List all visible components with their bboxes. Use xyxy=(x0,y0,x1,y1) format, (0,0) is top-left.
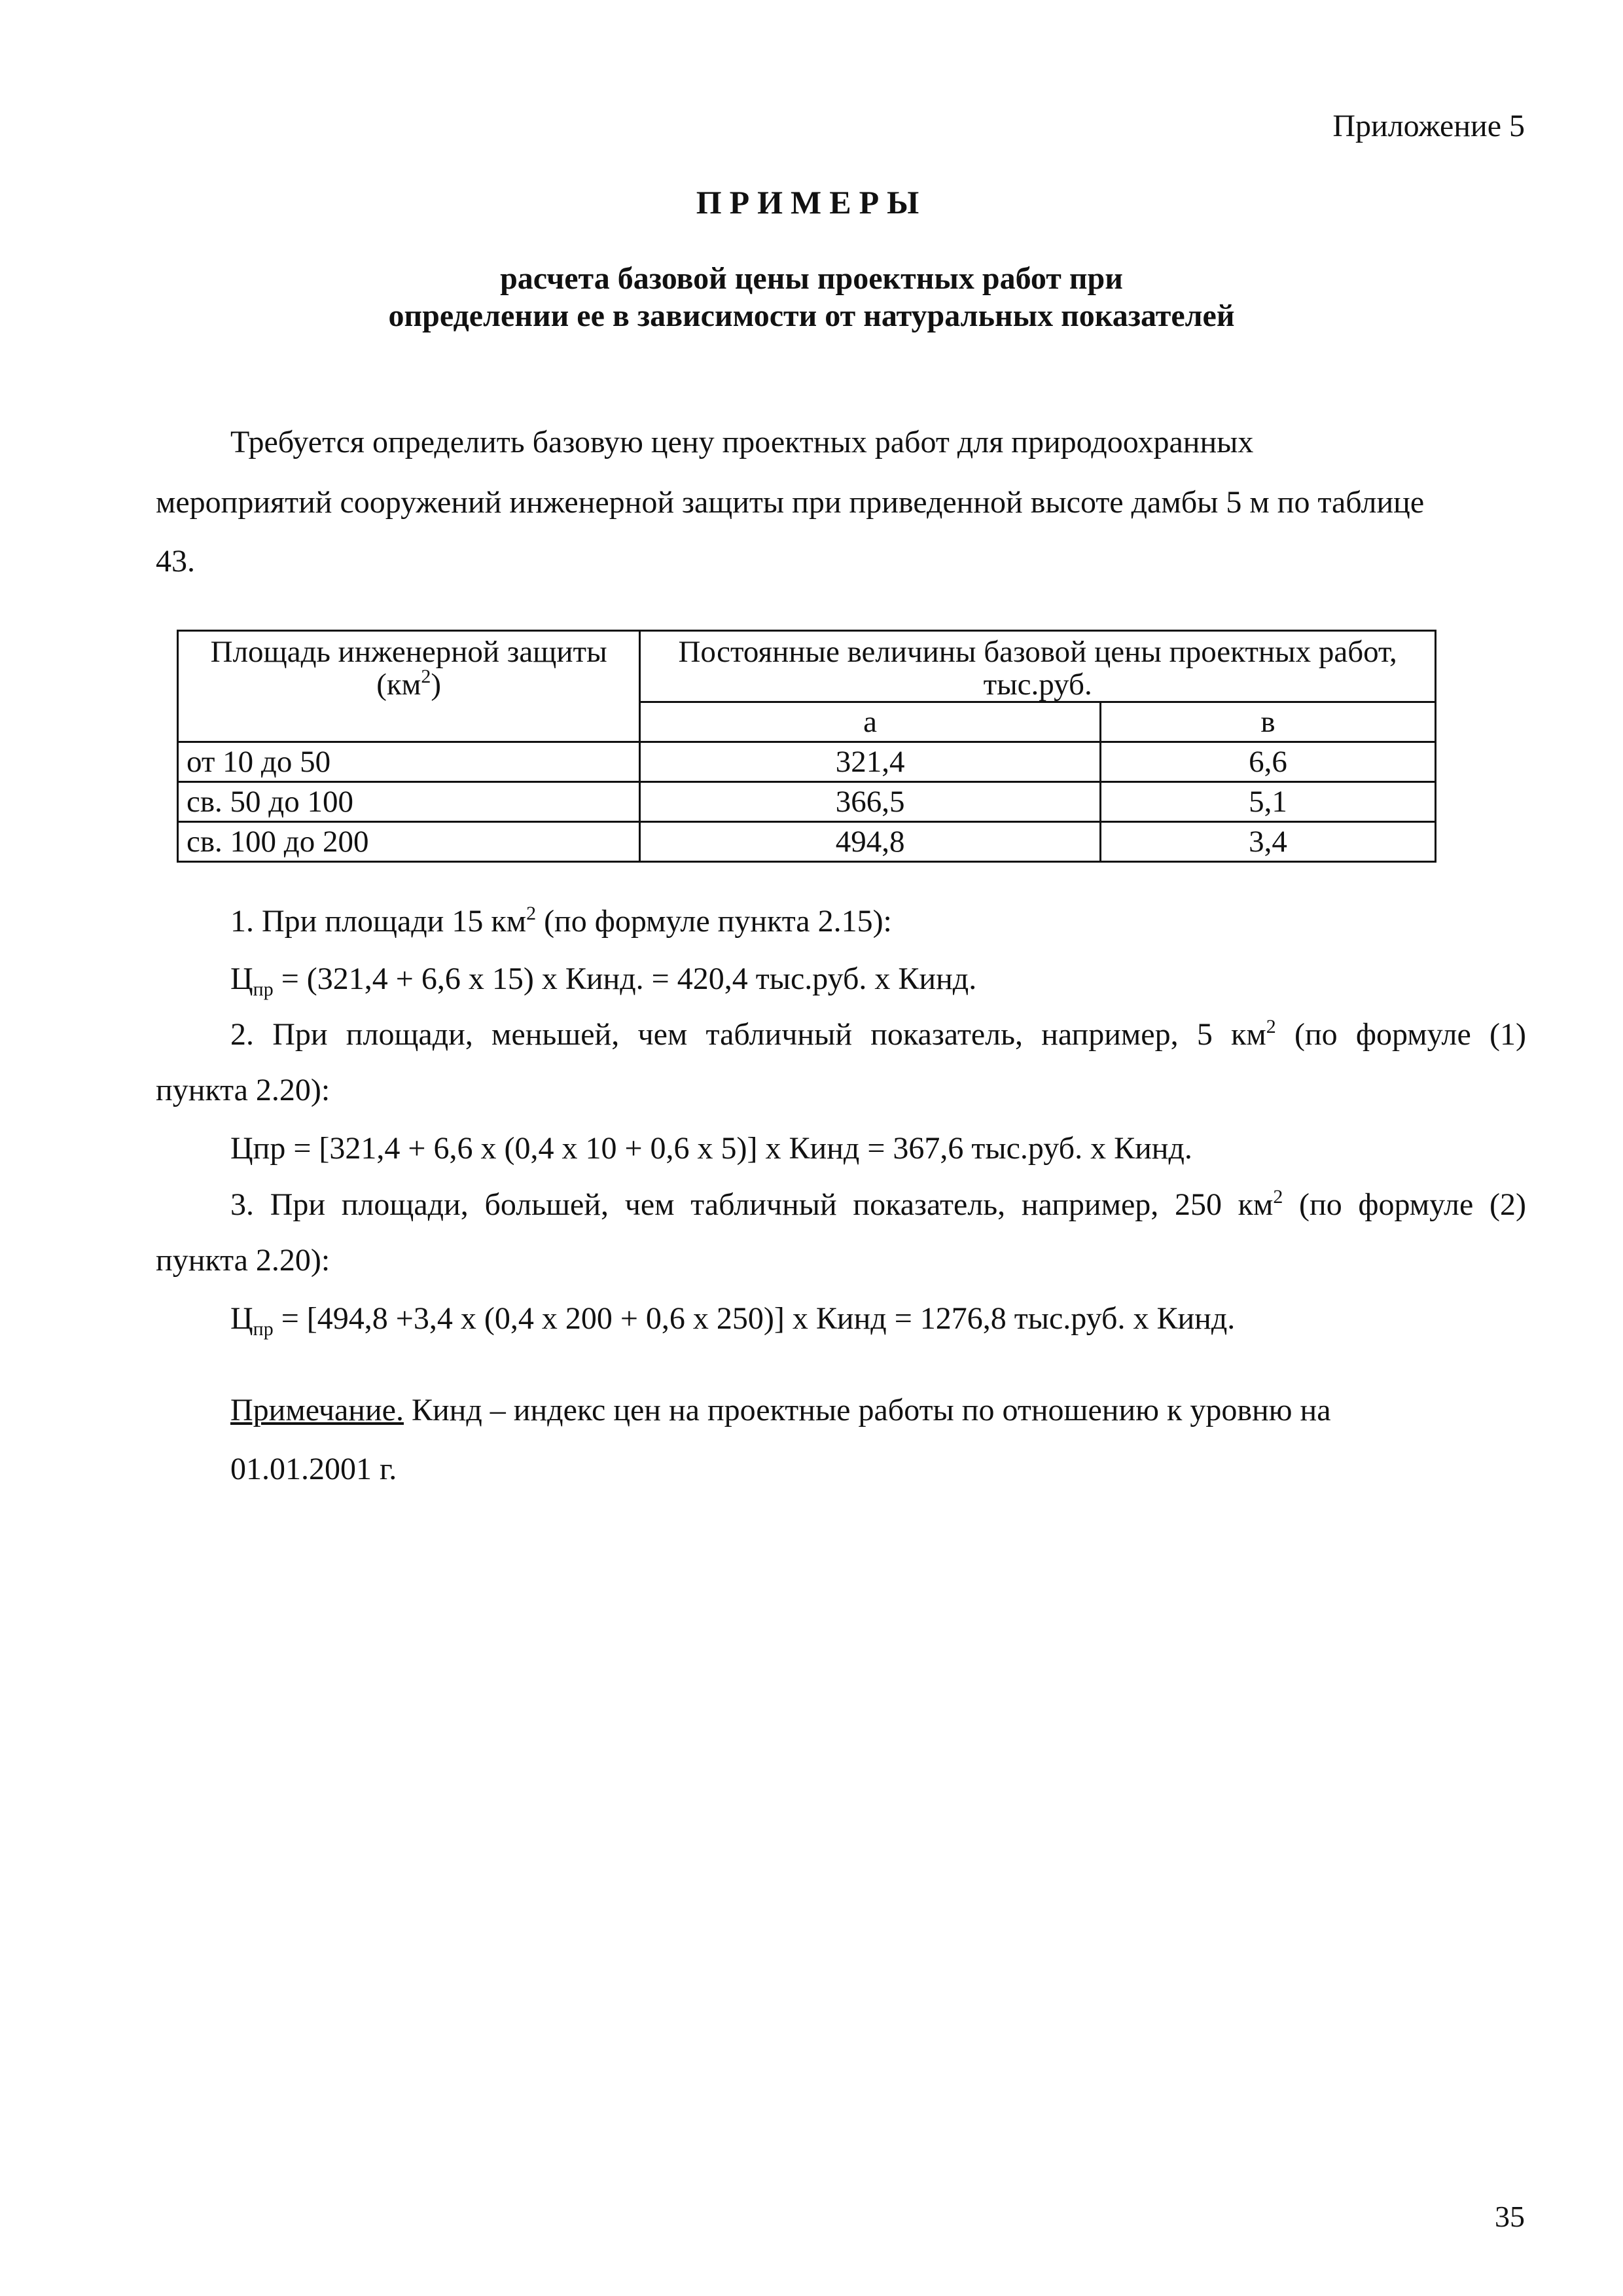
note-line-2: 01.01.2001 г. xyxy=(230,1452,397,1486)
example-1-text: 1. При площади 15 $км^2$ (по формуле пункта 2.15): xyxy=(230,903,892,939)
header-area xyxy=(178,631,640,742)
subtitle-line-1: расчета базовой цены проектных работ при xyxy=(500,261,1123,296)
example-2-formula: Цпр = [321,4 + 6,6 х (0,4 х 10 + 0,6 х 5)] х Кинд = 367,6 тыс.руб. х Кинд. xyxy=(230,1131,1192,1166)
example-2-text: 2. При площади, меньшей, чем табличный показатель, например, 5 $км^2$ (по формуле (1) xyxy=(230,1016,1526,1052)
cell-a: 366,5 xyxy=(640,782,1101,822)
cell-range: св. 50 до 100 xyxy=(178,782,640,822)
table-row xyxy=(178,782,1436,822)
table-row xyxy=(178,742,1436,782)
cell-a: 494,8 xyxy=(640,822,1101,862)
header-constants xyxy=(640,631,1436,702)
appendix-label: Приложение 5 xyxy=(1332,109,1525,143)
example-2-continuation: пункта 2.20): xyxy=(156,1073,330,1107)
note-label: Примечание. xyxy=(230,1393,404,1427)
intro-line-2: мероприятий сооружений инженерной защиты при приведенной высоте дамбы 5 м по таблице xyxy=(156,485,1425,520)
cell-a: 321,4 xyxy=(640,742,1101,782)
header-area-label: Площадь инженерной защиты xyxy=(210,635,607,669)
header-constants-line1: Постоянные величины базовой цены проектных работ, xyxy=(678,635,1397,669)
subtitle-line-2: определении ее в зависимости от натуральных показателей xyxy=(388,298,1235,333)
intro-line-1: Требуется определить базовую цену проектных работ для природоохранных xyxy=(230,425,1254,459)
price-table xyxy=(177,630,1436,863)
table-row xyxy=(178,822,1436,862)
cell-range: от 10 до 50 xyxy=(178,742,640,782)
page-number: 35 xyxy=(1495,2200,1525,2233)
intro-line-3: 43. xyxy=(156,544,195,579)
header-constants-line2: тыс.руб. xyxy=(983,668,1092,702)
example-3-text: 3. При площади, большей, чем табличный показатель, например, 250 $км^2$ (по формуле (2) xyxy=(230,1186,1526,1222)
subheader-b: в xyxy=(1100,702,1435,742)
example-1-formula: $Ц_{пр} = (321,4 + 6,6$ х 15) х Кинд. = 420,4 тыс.руб. х Кинд. xyxy=(230,961,977,1000)
cell-b: 3,4 xyxy=(1100,822,1435,862)
cell-b: 6,6 xyxy=(1100,742,1435,782)
cell-range: св. 100 до 200 xyxy=(178,822,640,862)
table-header-row xyxy=(178,631,1436,702)
example-3-formula: $Ц_{пр} = [494,8 +3,4$ х (0,4 х 200 + 0,6 х 250)] х Кинд = 1276,8 тыс.руб. х Кинд. xyxy=(230,1301,1236,1340)
cell-b: 5,1 xyxy=(1100,782,1435,822)
page-title: ПРИМЕРЫ xyxy=(696,184,927,221)
note-line-1: Примечание. Кинд – индекс цен на проектные работы по отношению к уровню на xyxy=(230,1393,1331,1427)
subheader-a: а xyxy=(640,702,1101,742)
header-area-unit: $(км^2)$ xyxy=(376,666,442,702)
example-3-continuation: пункта 2.20): xyxy=(156,1243,330,1278)
